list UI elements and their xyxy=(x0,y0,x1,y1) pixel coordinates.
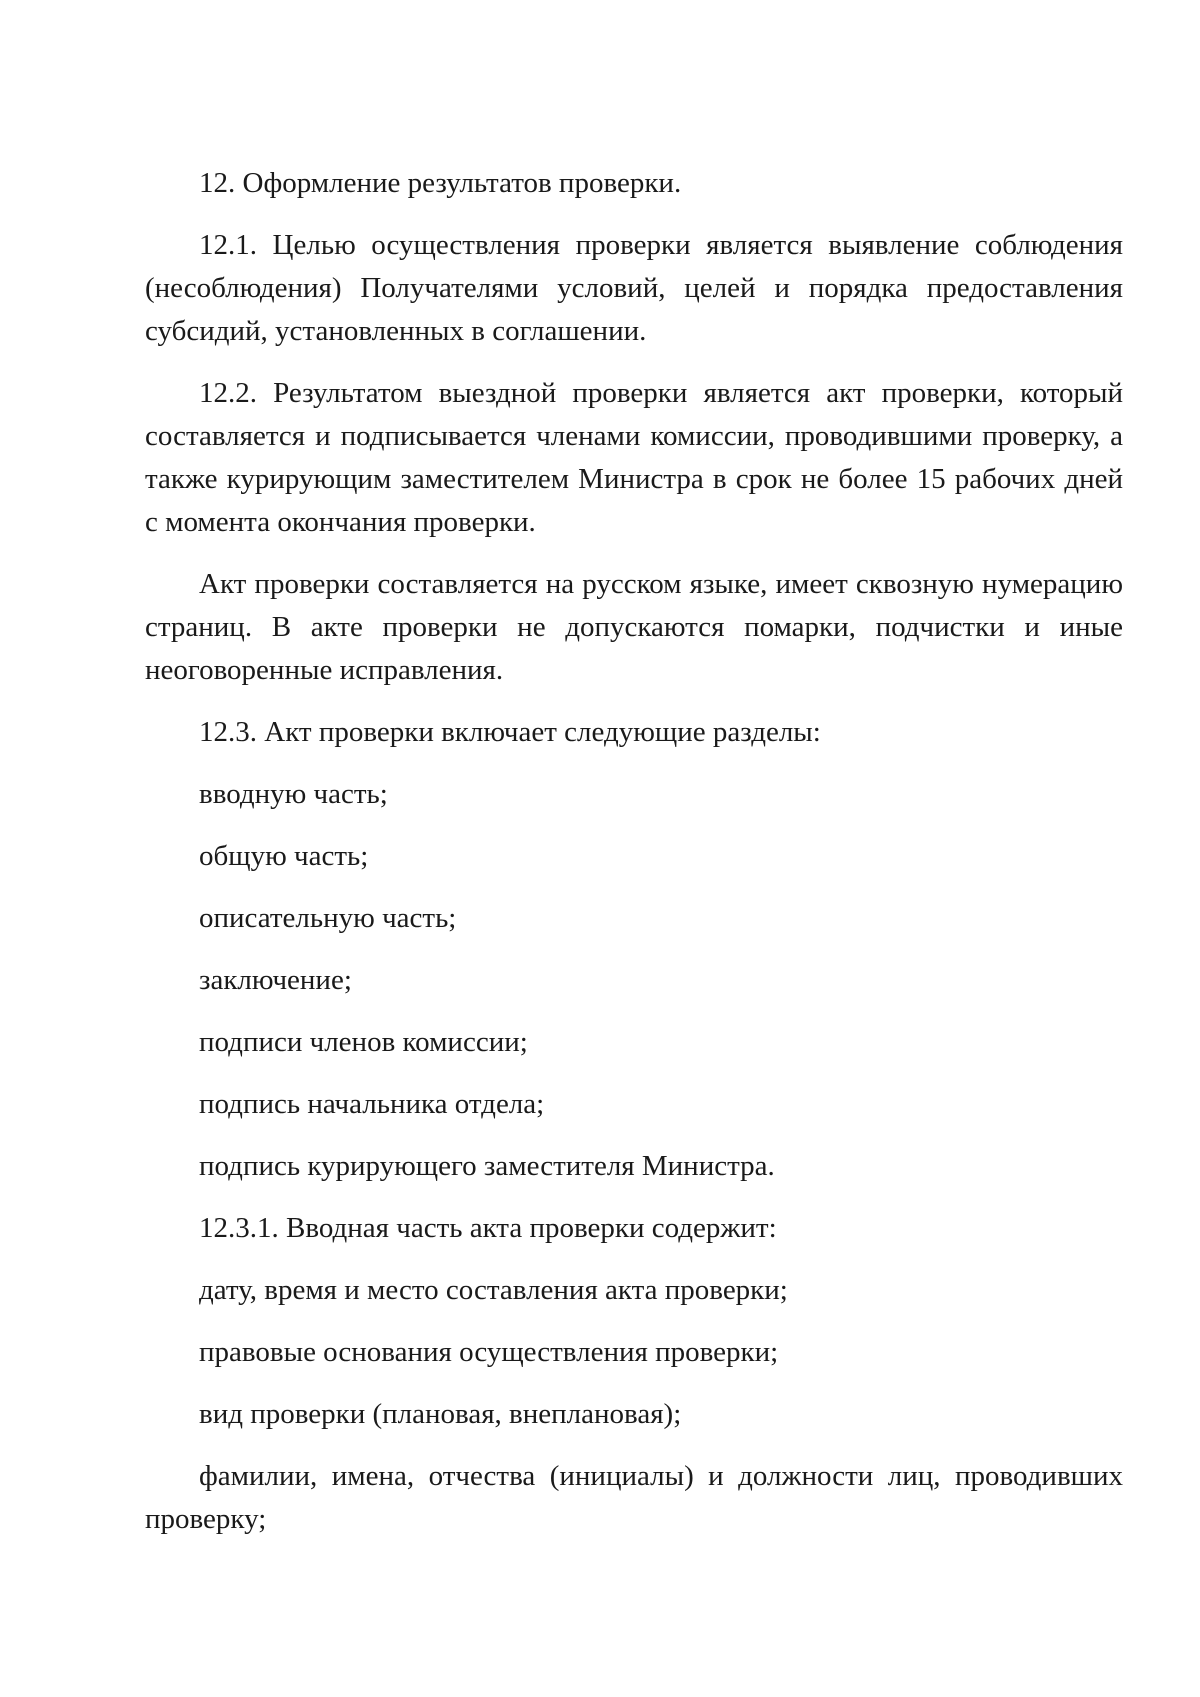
paragraph-12-3: 12.3. Акт проверки включает следующие разделы: xyxy=(199,716,821,748)
list-item-inspectors: фамилии, имена, отчества (инициалы) и должности лиц, проводивших проверку; xyxy=(145,1460,1123,1535)
list-item-conclusion: заключение; xyxy=(199,964,352,996)
paragraph-12-2: 12.2. Результатом выездной проверки является акт проверки, который составляется и подписывается членами комиссии, проводившими проверку, а также курирующим заместителем Министра в срок не более 15 рабочих дней с момента окончания проверки. xyxy=(145,377,1123,538)
paragraph-12-1: 12.1. Целью осуществления проверки является выявление соблюдения (несоблюдения) Получателями условий, целей и порядка предоставления субсидий, установленных в соглашении. xyxy=(145,229,1123,347)
list-item-descriptive-part: описательную часть; xyxy=(199,902,457,934)
list-item-legal-grounds: правовые основания осуществления проверки; xyxy=(199,1336,779,1368)
paragraph-act-language: Акт проверки составляется на русском языке, имеет сквозную нумерацию страниц. В акте проверки не допускаются помарки, подчистки и иные неоговоренные исправления. xyxy=(145,568,1123,686)
list-item-deputy-signature: подпись курирующего заместителя Министра. xyxy=(199,1150,775,1182)
document-body xyxy=(145,162,1123,1541)
list-item-head-signature: подпись начальника отдела; xyxy=(199,1088,545,1120)
paragraph-12-3-1: 12.3.1. Вводная часть акта проверки содержит: xyxy=(199,1212,777,1244)
section-heading-12: 12. Оформление результатов проверки. xyxy=(199,167,682,199)
list-item-date-time-place: дату, время и место составления акта проверки; xyxy=(199,1274,788,1306)
list-item-commission-signatures: подписи членов комиссии; xyxy=(199,1026,528,1058)
list-item-inspection-type: вид проверки (плановая, внеплановая); xyxy=(199,1398,682,1430)
list-item-intro-part: вводную часть; xyxy=(199,778,388,810)
list-item-general-part: общую часть; xyxy=(199,840,369,872)
